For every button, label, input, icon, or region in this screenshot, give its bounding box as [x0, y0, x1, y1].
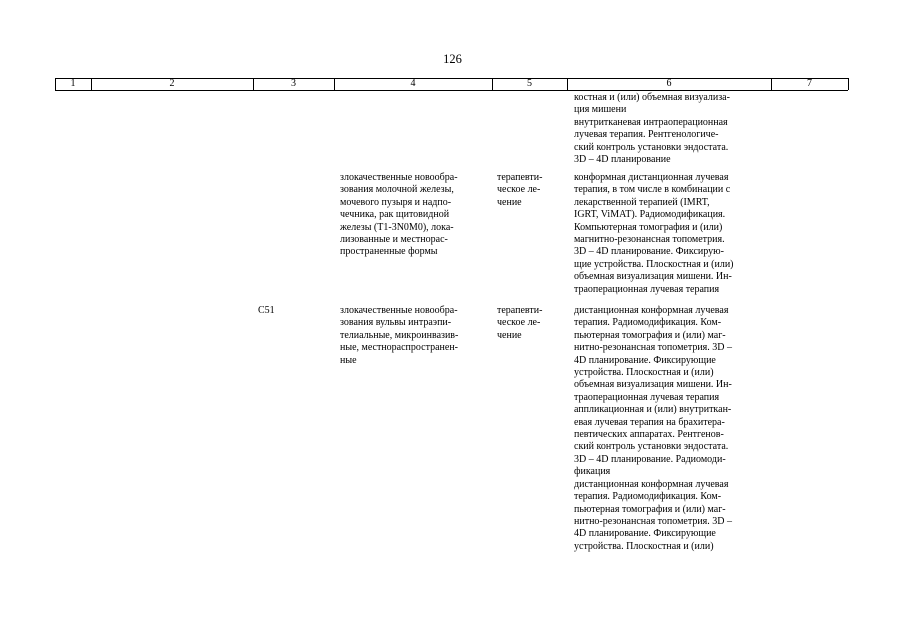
methods-cell: конформная дистанционная лучевая терапия, в том числе в комбинации с лекарственной терапией (IMRT, IGRT, ViMAT). Радиомодификация. Компьютерная томография и (или) магнитно-резонансная топометрия. 3D – 4D планирование. Фиксирую- щие устройства. Плоскостная и (или) объемная визуализация мишени. Ин- траоперационная лучевая терапия [574, 172, 734, 295]
icd-code: C51 [258, 305, 275, 316]
methods-cell: дистанционная конформная лучевая терапия. Радиомодификация. Ком- пьютерная томография и (или) маг- нитно-резонансная топометрия. 3D – 4D планирование. Фиксирующие устройства. Плоскостная и (или) объемная визуализация мишени. Ин- траоперационная лучевая терапия аппликационная и (или) внутриткан- евая лучевая терапия на брахитера- певтических аппаратах. Рентгенов- ский контроль установки эндостата. 3D – 4D планирование. Радиомоди- фикация дистанционная конформная лучевая терапия. Радиомодификация. Ком- пьютерная томография и (или) маг- нитно-резонансная топометрия. 3D – 4D планирование. Фиксирующие устройства. Плоскостная и (или) [574, 305, 733, 552]
column-number-1: 1 [70, 78, 76, 89]
column-number-5: 5 [527, 78, 532, 89]
diagnosis-cell: злокачественные новообра- зования молочной железы, мочевого пузыря и надпо- чечника, рак щитовидной железы (T1-3N0M0), лока- лизованные и местнорас- пространенные формы [340, 172, 458, 258]
diagnosis-cell: злокачественные новообра- зования вульвы интраэпи- телиальные, микроинвазив- ные, местнораспространен- ные [340, 305, 459, 366]
column-number-2: 2 [169, 78, 175, 89]
treatment-type-cell: терапевти- ческое ле- чение [497, 305, 543, 341]
column-number-3: 3 [291, 78, 296, 89]
column-divider [848, 78, 849, 90]
column-number-6: 6 [666, 78, 672, 89]
methods-cell: костная и (или) объемная визуализа- ция мишени внутритканевая интраоперационная лучевая терапия. Рентгенологиче- ский контроль установки эндостата. 3D – 4D планирование [574, 92, 730, 166]
column-number-4: 4 [410, 78, 416, 89]
page-number: 126 [443, 52, 462, 66]
treatment-type-cell: терапевти- ческое ле- чение [497, 172, 543, 208]
header-bottom-rule [55, 90, 848, 91]
column-number-7: 7 [807, 78, 812, 89]
